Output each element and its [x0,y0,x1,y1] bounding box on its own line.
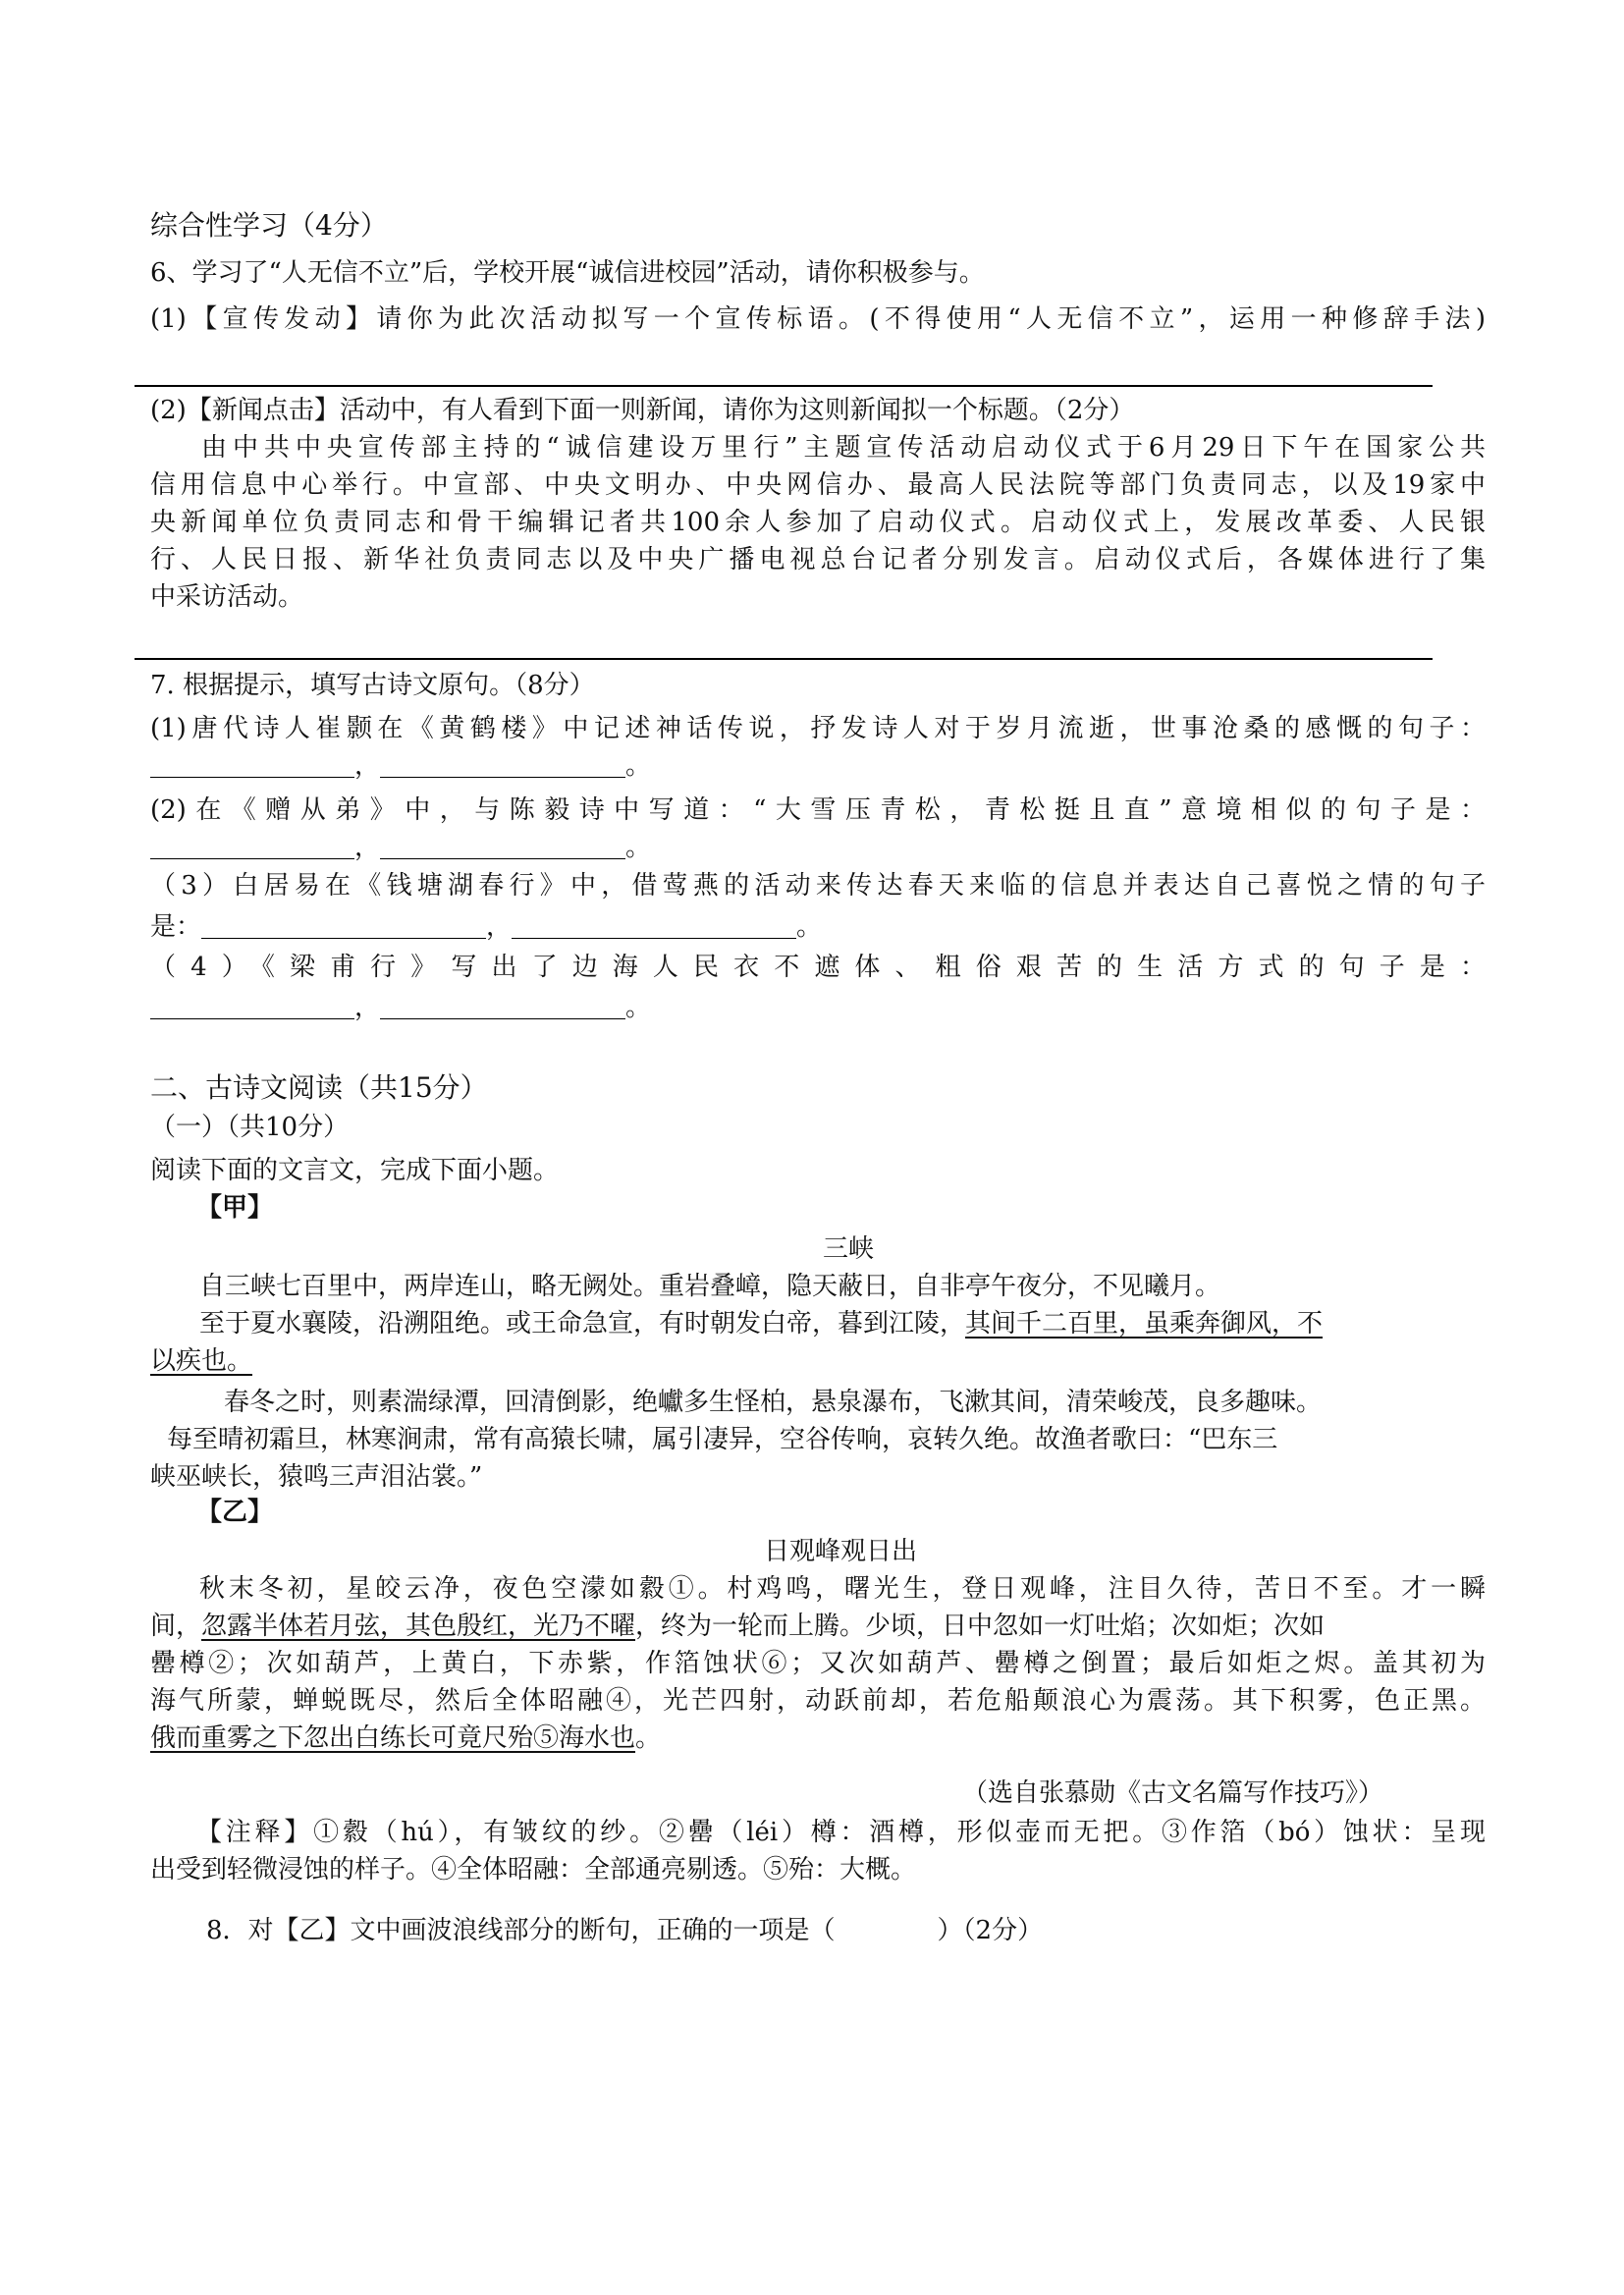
blank[interactable] [201,910,486,939]
passage-title-sanxia: 三峡 [823,1234,875,1264]
q7-part2: (2)在《赠从弟》中，与陈毅诗中写道：“大雪压青松，青松挺且直”意境相似的句子是： [150,795,1486,825]
jia-line-2: 至于夏水襄陵，沿溯阻绝。或王命急宣，有时朝发白帝，暮到江陵，其间千二百里，虽乘奔御风，不 [199,1309,1324,1339]
q7-part3-blanks: 是： ， 。 [150,912,823,942]
reading-instruction: 阅读下面的文言文，完成下面小题。 [150,1156,560,1185]
annotation-line-1: 【注释】①縠（hú），有皱纹的纱。②罍（léi）樽：酒樽，形似壶而无把。③作箔（bó）蚀状：呈现 [196,1818,1486,1847]
annotation-line-2: 出受到轻微浸蚀的样子。④全体昭融：全部通亮剔透。⑤殆：大概。 [150,1855,917,1885]
q6-part2: (2)【新闻点击】活动中，有人看到下面一则新闻，请你为这则新闻拟一个标题。（2分） [150,396,1135,425]
news-line-2: 信用信息中心举行。中宣部、中央文明办、中央网信办、最高人民法院等部门负责同志，以及19家中 [150,470,1486,500]
passage-source: （选自张慕勋《古文名篇写作技巧》） [962,1778,1384,1808]
q7-part3: （3）白居易在《钱塘湖春行》中，借莺燕的活动来传达春天来临的信息并表达自己喜悦之情的句子 [150,871,1486,901]
blank[interactable] [512,910,796,939]
jia-line-3: 以疾也。 [150,1346,253,1376]
q7-part4-blanks: ， 。 [150,988,651,1027]
passage-title-riguanfeng: 日观峰观日出 [764,1537,918,1566]
jia-line-5: 每至晴初霜旦，林寒涧肃，常有高猿长啸，属引凄异，空谷传响，哀转久绝。故渔者歌曰：“巴东三 [167,1425,1278,1454]
q7-part1: (1)唐代诗人崔颢在《黄鹤楼》中记述神话传说，抒发诗人对于岁月流逝，世事沧桑的感慨的句子： [150,714,1486,743]
wavy-underlined-sentence: 俄而重雾之下忽出白练长可竟尺殆⑤海水也 [150,1723,636,1753]
news-line-4: 行、人民日报、新华社负责同志以及中央广播电视总台记者分别发言。启动仪式后，各媒体进行了集 [150,545,1486,574]
news-line-3: 央新闻单位负责同志和骨干编辑记者共100余人参加了启动仪式。启动仪式上，发展改革委、人民银 [150,508,1486,537]
q7-part2-blanks: ， 。 [150,828,651,867]
blank[interactable] [380,831,625,859]
blank[interactable] [150,991,354,1019]
blank[interactable] [380,991,625,1019]
blank[interactable] [150,831,354,859]
blank[interactable] [380,749,625,778]
q6-part1: (1)【宣传发动】请你为此次活动拟写一个宣传标语。(不得使用“人无信不立”，运用一种修辞手法) [150,304,1486,334]
answer-line-q6-2[interactable] [135,658,1433,660]
yi-line-1: 秋末冬初，星皎云净，夜色空濛如縠①。村鸡鸣，曙光生，登日观峰，注目久待，苦日不至。才一瞬 [199,1574,1486,1604]
news-line-1: 由中共中央宣传部主持的“诚信建设万里行”主题宣传活动启动仪式于6月29日下午在国家公共 [201,433,1486,463]
answer-line-q6-1[interactable] [135,385,1433,387]
q7-part1-blanks: ， 。 [150,746,651,786]
blank[interactable] [150,749,354,778]
q6-stem: 6、学习了“人无信不立”后，学校开展“诚信进校园”活动，请你积极参与。 [150,258,985,288]
yi-line-5: 俄而重雾之下忽出白练长可竟尺殆⑤海水也。 [150,1723,662,1753]
news-line-5: 中采访活动。 [150,582,304,612]
passage-label-jia: 【甲】 [196,1193,274,1223]
underlined-sentence: 其间千二百里，虽乘奔御风，不 [965,1309,1324,1339]
section-heading-integrated: 综合性学习（4分） [150,209,388,242]
yi-line-2: 间，忽露半体若月弦，其色殷红，光乃不曜，终为一轮而上腾。少顷，日中忽如一灯吐焰；次如炬；次如 [150,1612,1326,1641]
q7-part4: （4）《梁甫行》写出了边海人民衣不遮体、粗俗艰苦的生活方式的句子是： [150,953,1486,982]
jia-line-4: 春冬之时，则素湍绿潭，回清倒影，绝巘多生怪柏，悬泉瀑布，飞漱其间，清荣峻茂，良多趣味。 [224,1388,1323,1417]
underlined-sentence: 忽露半体若月弦，其色殷红，光乃不曜 [201,1612,636,1641]
section-heading-ancient-reading: 二、古诗文阅读（共15分） [150,1071,488,1104]
subsection-heading: （一）（共10分） [150,1113,350,1142]
passage-label-yi: 【乙】 [196,1498,274,1527]
q7-stem: 7. 根据提示，填写古诗文原句。（8分） [150,671,595,700]
q8-stem: 8．对【乙】文中画波浪线部分的断句，正确的一项是（ ）（2分） [206,1916,1044,1945]
yi-line-3: 罍樽②；次如葫芦，上黄白，下赤紫，作箔蚀状⑥；又次如葫芦、罍樽之倒置；最后如炬之烬。盖其初为 [150,1649,1486,1678]
jia-line-1: 自三峡七百里中，两岸连山，略无阙处。重岩叠嶂，隐天蔽日，自非亭午夜分，不见曦月。 [199,1272,1221,1301]
yi-line-4: 海气所蒙，蝉蜕既尽，然后全体昭融④，光芒四射，动跃前却，若危船颠浪心为震荡。其下积雾，色正黑。 [150,1686,1486,1716]
jia-line-6: 峡巫峡长，猿鸣三声泪沾裳。” [150,1462,483,1492]
